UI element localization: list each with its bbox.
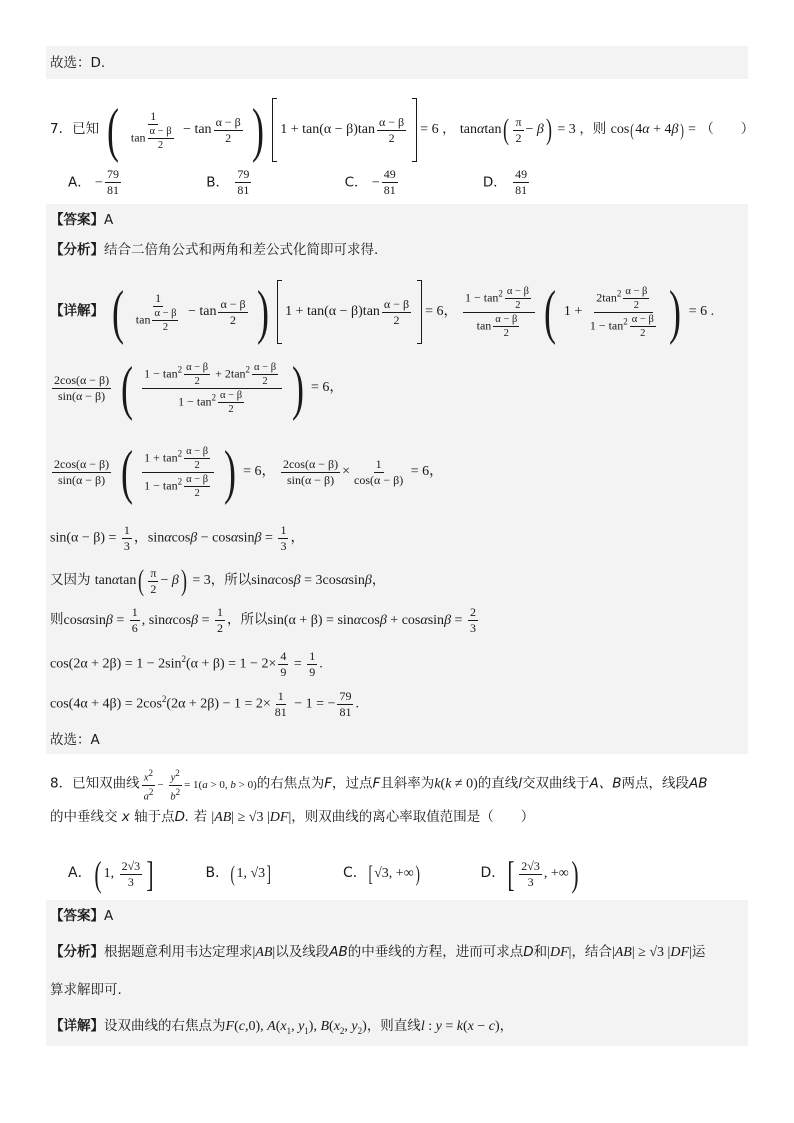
q8-choice-b[interactable]: B．(1, √3] (205, 861, 271, 886)
q7-detail-line-2: $\frac{2\cos(\alpha - \beta)}{\sin(\alpha - \beta)}$ ( $1 - \tan^2$ $\frac{\alpha - \beta}{2}$ + $2\tan^2$ $\frac{\alpha - \beta}{2}$ $1 - \tan^2$ $\frac{\alpha - \beta}{2}$ ) = 6， (54, 355, 344, 421)
q7-then: 则 (50, 611, 64, 628)
q7-detail-label: 【详解】 (50, 303, 104, 320)
q7-choice-c[interactable]: C． − $\frac{49}{81}$ (344, 167, 396, 197)
q7-target: cos(4α + 4β) = (610, 120, 696, 140)
q8-analysis-line-2: 算求解即可. (50, 982, 122, 998)
q7-choices (68, 168, 617, 197)
q7-analysis (50, 244, 378, 258)
q7-final-label: 故选： (50, 732, 91, 748)
q7-answer (50, 214, 113, 228)
q7-choice-b[interactable]: B． $\frac{79}{81}$ (206, 167, 250, 197)
q7-detail-eq-1: ( 1 tan $\frac{\alpha - \beta}{2}$ − tan $\frac{\alpha - \beta}{2}$ ) 1 + tan(α − β)tan $\frac{\alpha - \beta}{2}$ = 6， $1 - \tan^2$ $\frac{\alpha - \beta}{2}$ tan $\frac{\alpha - \beta}{2}$ ( 1 + $2\tan^2$ $\frac{\alpha - \beta}{2}$ $1 - \tan^2$ $\frac{\alpha - \beta}{2}$ ) = 6 . (112, 279, 715, 345)
q7-also-because: 又因为 (50, 572, 91, 589)
q7-detail-line-1 (50, 280, 714, 344)
q7-detail-line-4: sin(α − β) = $\frac{1}{3}$ ，sinαcosβ − cosαsinβ = $\frac{1}{3}$ ， (50, 523, 305, 553)
q7-analysis-text: 结合二倍角公式和两角和差公式化简即可求得. (104, 242, 379, 258)
q7-detail-line-8: $\cos(4\alpha + 4\beta) = 2\cos^2(2\alpha + 2\beta) - 1 = 2\times$ $\frac{1}{81}$ − 1 = − $\frac{79}{81}$ . (50, 689, 359, 719)
q7-answer-value: A (104, 212, 114, 228)
q8-answer-value: A (104, 908, 114, 924)
q7-choice-d[interactable]: D． $\frac{49}{81}$ (482, 167, 528, 197)
q7-condition-1: ( 1 tan $\frac{\alpha - \beta}{2}$ − tan $\frac{\alpha - \beta}{2}$ ) 1 + tan(α − β)tan $\frac{\alpha - \beta}{2}$ = 6 (107, 97, 443, 163)
q8-answer-label: 【答案】 (50, 908, 104, 924)
q8-analysis-line-1: 【分析】根据题意利用韦达定理求|AB|以及线段AB的中垂线的方程，进而可求点D和|DF|，结合|AB| ≥ √3 |DF|运 (50, 944, 706, 960)
q7-detail-line-6: 则cosαsinβ = $\frac{1}{6}$ , sinαcosβ = $\frac{1}{2}$ ，所以sin(α + β) = sinαcosβ + cosαsinβ = $\frac{2}{3}$ (50, 605, 476, 635)
q8-choice-c[interactable]: C．[√3, +∞) (343, 861, 420, 886)
q8-answer (50, 910, 113, 924)
q7-then-text: ，则 (579, 121, 607, 138)
q7-final-value: A (90, 732, 100, 748)
shaded-band-top (46, 46, 748, 79)
q7-answer-label: 【答案】 (50, 212, 104, 228)
q7-choice-a[interactable]: A． − $\frac{79}{81}$ (68, 167, 119, 197)
q7-detail-line-7: $\cos(2\alpha + 2\beta) = 1 - 2\sin^2(\alpha + \beta) = 1 - 2\times$ $\frac{4}{9}$ = $\frac{1}{9}$ . (50, 649, 323, 679)
q8-choice-a[interactable]: A．( 1, $\frac{2√3}{3}$ ] (68, 854, 154, 894)
q7-final (50, 734, 100, 748)
q7-blank: （ ） (700, 121, 755, 138)
q7-detail-line-5: 又因为 tanαtan( $\frac{\pi}{2}$ − β) = 3，所以sinαcosβ = 3cosαsinβ， (50, 564, 386, 597)
q7-statement (50, 98, 754, 162)
q7-detail-line-3: $\frac{2\cos(\alpha - \beta)}{\sin(\alpha - \beta)}$ ( $1 + \tan^2$ $\frac{\alpha - \beta}{2}$ $1 - \tan^2$ $\frac{\alpha - \beta}{2}$ ) = 6， $\frac{2\cos(\alpha - \beta)}{\sin(\alpha - \beta)}$ × $\frac{1}{\cos(\alpha - \beta)}$ = 6， (54, 439, 444, 505)
q8-statement-line-1: 8．已知双曲线 $\frac{x^2}{a^2}$ − $\frac{y^2}{b^2}$ = 1(a > 0, b > 0)的右焦点为F，过点F且斜率为k(k ≠ 0)的直线l交双曲线于A、B两点，线段AB (50, 768, 708, 802)
q8-choice-d[interactable]: D．[ $\frac{2√3}{3}$ , +∞) (480, 854, 579, 894)
previous-answer-text: 故选：D. (50, 55, 106, 71)
q8-choices (68, 856, 615, 892)
q7-analysis-label: 【分析】 (50, 242, 104, 258)
q7-comma: ， (442, 121, 456, 138)
q8-statement-line-2: 的中垂线交 x 轴于点D. 若 |AB| ≥ √3 |DF|，则双曲线的离心率取值范围是（ ） (50, 809, 535, 825)
previous-answer-line (50, 57, 105, 71)
q8-detail-line-1: 【详解】设双曲线的右焦点为F(c,0), $A(x_1$, $y_1$), $B(x_2$, $y_2$)，则直线l : y = k(x − c)， (50, 1018, 514, 1036)
q7-so: ，所以 (210, 572, 252, 589)
q7-number: 7．已知 (50, 121, 100, 138)
q7-condition-2: tanαtan( $\frac{\pi}{2}$ − β) = 3 (459, 113, 580, 146)
q7-so2: ，所以 (227, 611, 268, 628)
